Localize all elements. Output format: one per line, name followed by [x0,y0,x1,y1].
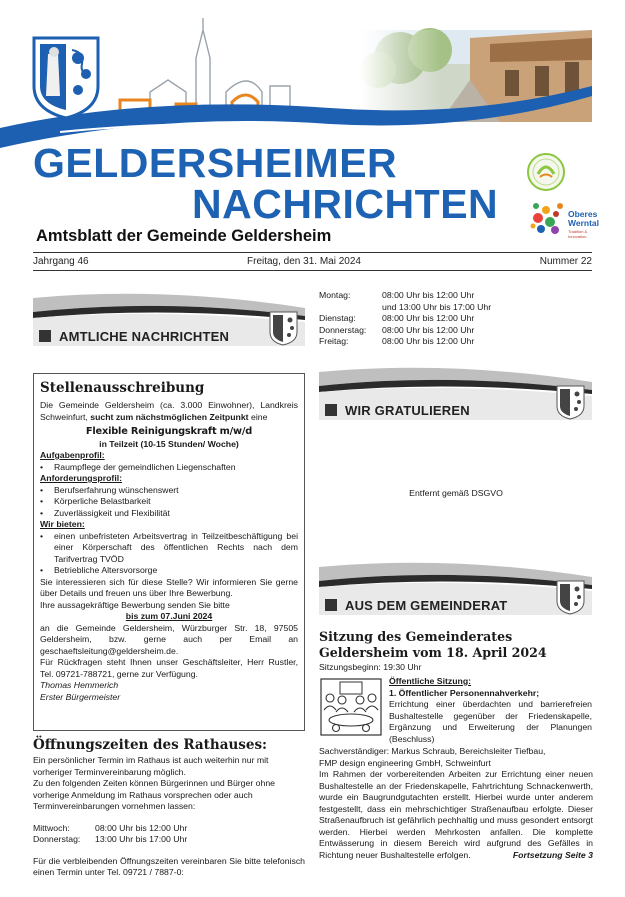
job-offer-heading: Wir bieten: [40,519,85,529]
section-bullet [39,330,51,342]
job-requirement-item: • Körperliche Belastbarkeit [40,496,298,508]
section-title-amtliche: AMTLICHE NACHRICHTEN [59,329,230,344]
job-title: Stellenausschreibung [40,380,205,396]
appointment-row: Dienstag: 08:00 Uhr bis 12:00 Uhr [319,313,475,323]
job-address: an die Gemeinde Geldersheim, Würzburger Str. 18, 97505 Geldersheim, bzw. gerne auch per Email an geschaeftsleitung@geldersheim.de. [40,622,298,656]
opening-para2: Zu den folgenden Zeiten können Bürgerinnen und Bürger ohne vorherige Anmeldung im Rathaus vorsprechen oder auch Terminvereinbarungen vornehmen lassen: [33,778,275,811]
section-header-amtliche [33,290,305,350]
werntal-tagline: Tradition & Innovation [568,229,588,239]
section-title-gemeinderat: AUS DEM GEMEINDERAT [345,598,508,613]
masthead-title-line1: GELDERSHEIMER [33,140,398,186]
job-posting-box [33,373,305,731]
council-item1-heading: 1. Öffentlicher Personennahverkehr; [389,687,540,698]
council-report [319,746,593,861]
village-silhouette [150,18,290,108]
crest-logo [34,38,98,118]
masthead [0,0,625,150]
opening-para3: Für die verbleibenden Öffnungszeiten vereinbaren Sie bitte telefonisch einen Termin unter Tel. 09721 / 7887-0: [33,855,305,877]
issue-rule-bottom [33,270,592,271]
issue-rule-top [33,252,592,253]
section-header-gemeinderat [319,559,592,619]
masthead-subtitle: Amtsblatt der Gemeinde Geldersheim [36,227,332,245]
council-meeting-title: Sitzung des Gemeinderates Geldersheim vom 18. April 2024 [319,629,547,660]
meeting-illustration-icon [320,678,382,736]
job-send-until: Ihre aussagekräftige Bewerbung senden Sie bitte [40,599,230,610]
job-profile-heading: Aufgabenprofil: [40,450,105,460]
council-meeting-begin: Sitzungsbeginn: 19:30 Uhr [319,662,422,672]
job-signer-role: Erster Bürgermeister [40,691,121,702]
job-interest: Sie interessieren sich für diese Stelle? Wir informieren Sie gerne über Details und freuen uns über Ihre Bewerbung. [40,576,298,598]
walkin-row: Mittwoch: 08:00 Uhr bis 12:00 Uhr [33,822,188,833]
werntal-name: Oberes Werntal [568,209,600,228]
council-agenda-item [389,676,592,745]
section-bullet [325,404,337,416]
opening-para1: Ein persönlicher Termin im Rathaus ist auch weiterhin nur mit vorheriger Terminvereinbarung möglich. [33,755,269,777]
appointment-hours [319,290,591,348]
job-hours: in Teilzeit (10-15 Stunden/ Woche) [99,439,239,449]
council-item1-text: Errichtung einer überdachten und barrierefreien Bushaltestelle gegenüber der Friedenskapelle, Ergänzung und Erweiterung der Planungen (Beschluss) [389,699,592,744]
masthead-title-line2: NACHRICHTEN [192,181,499,227]
appointment-row: Freitag: 08:00 Uhr bis 12:00 Uhr [319,336,475,346]
council-expert-line1: Sachverständiger: Markus Schraub, Bereichsleiter Tiefbau, [319,746,546,756]
issue-date: Freitag, den 31. Mai 2024 [247,256,361,267]
issue-number: Nummer 22 [539,256,592,267]
job-questions: Für Rückfragen steht Ihnen unser Geschäftsleiter, Herr Rustler, Tel. 09721-788721, gerne zur Verfügung. [40,657,298,679]
section-bullet [325,599,337,611]
council-public-heading: Öffentliche Sitzung: [389,676,472,686]
job-offer-item: • Betriebliche Altersvorsorge [40,565,298,577]
job-deadline: bis zum 07.Juni 2024 [125,611,213,621]
appointment-row: Donnerstag: 08:00 Uhr bis 12:00 Uhr [319,324,475,335]
opening-hours-title: Öffnungszeiten des Rathauses: [33,737,268,753]
opening-hours-body [33,755,305,879]
section-header-gratulieren [319,364,592,424]
walkin-row: Donnerstag: 13:00 Uhr bis 17:00 Uhr [33,834,188,844]
continued-link[interactable]: Fortsetzung Seite 3 [512,849,593,860]
council-expert-line2: FMP design engineering GmbH, Schweinfurt [319,757,491,768]
job-intro: Die Gemeinde Geldersheim (ca. 3.000 Einwohner), Landkreis Schweinfurt, sucht zum nächstmöglichen Zeitpunkt eine [40,400,298,422]
job-requirement-item: • Berufserfahrung wünschenswert [40,485,298,497]
section-title-gratulieren: WIR GRATULIEREN [345,403,470,418]
job-profile-item: • Raumpflege der gemeindlichen Liegenschaften [40,462,298,474]
job-offer-item: • einen unbefristeten Arbeitsvertrag in Teilzeitbeschäftigung bei einer Körperschaft des öffentlichen Rechts nach dem Tarifvertrag TVÖD [40,531,298,566]
appointment-row: und 13:00 Uhr bis 17:00 Uhr [382,301,492,312]
masthead-graphic [0,0,625,150]
appointment-row: Montag: 08:00 Uhr bis 12:00 Uhr [319,290,475,300]
issue-volume: Jahrgang 46 [33,256,89,267]
job-position: Flexible Reinigungskraft m/w/d [85,426,253,437]
council-body-text: Im Rahmen der vorbereitenden Arbeiten zur Errichtung einer neuen Bushaltestelle an der Friedenskapelle, Fahrtrichtung Schnackenwerth, wurde ein Baugrundgutachten erstellt. Hierbei wurde unter anderem festgestellt, dass ein mehrschichtiger Straßenaufbau erfolgte. Dieser Straßenaufbruch ist gefährlich pechhaltig und muss gesondert entsorgt werden. Hierbei werden Mehrkosten anfallen. Die komplette Entwässerung in diesem Bereich wird aufgrund des Gefälles in Richtung neuer Bushaltestelle erfolgen. Fortsetzung Seite 3 [319,769,593,860]
job-requirement-item: • Zuverlässigkeit und Flexibilität [40,508,298,520]
gratulieren-removed-notice: Entfernt gemäß DSGVO [409,488,503,498]
job-signer-name: Thomas Hemmerich [40,680,119,690]
job-requirements-heading: Anforderungsprofil: [40,473,123,483]
green-seal-icon [526,152,566,192]
